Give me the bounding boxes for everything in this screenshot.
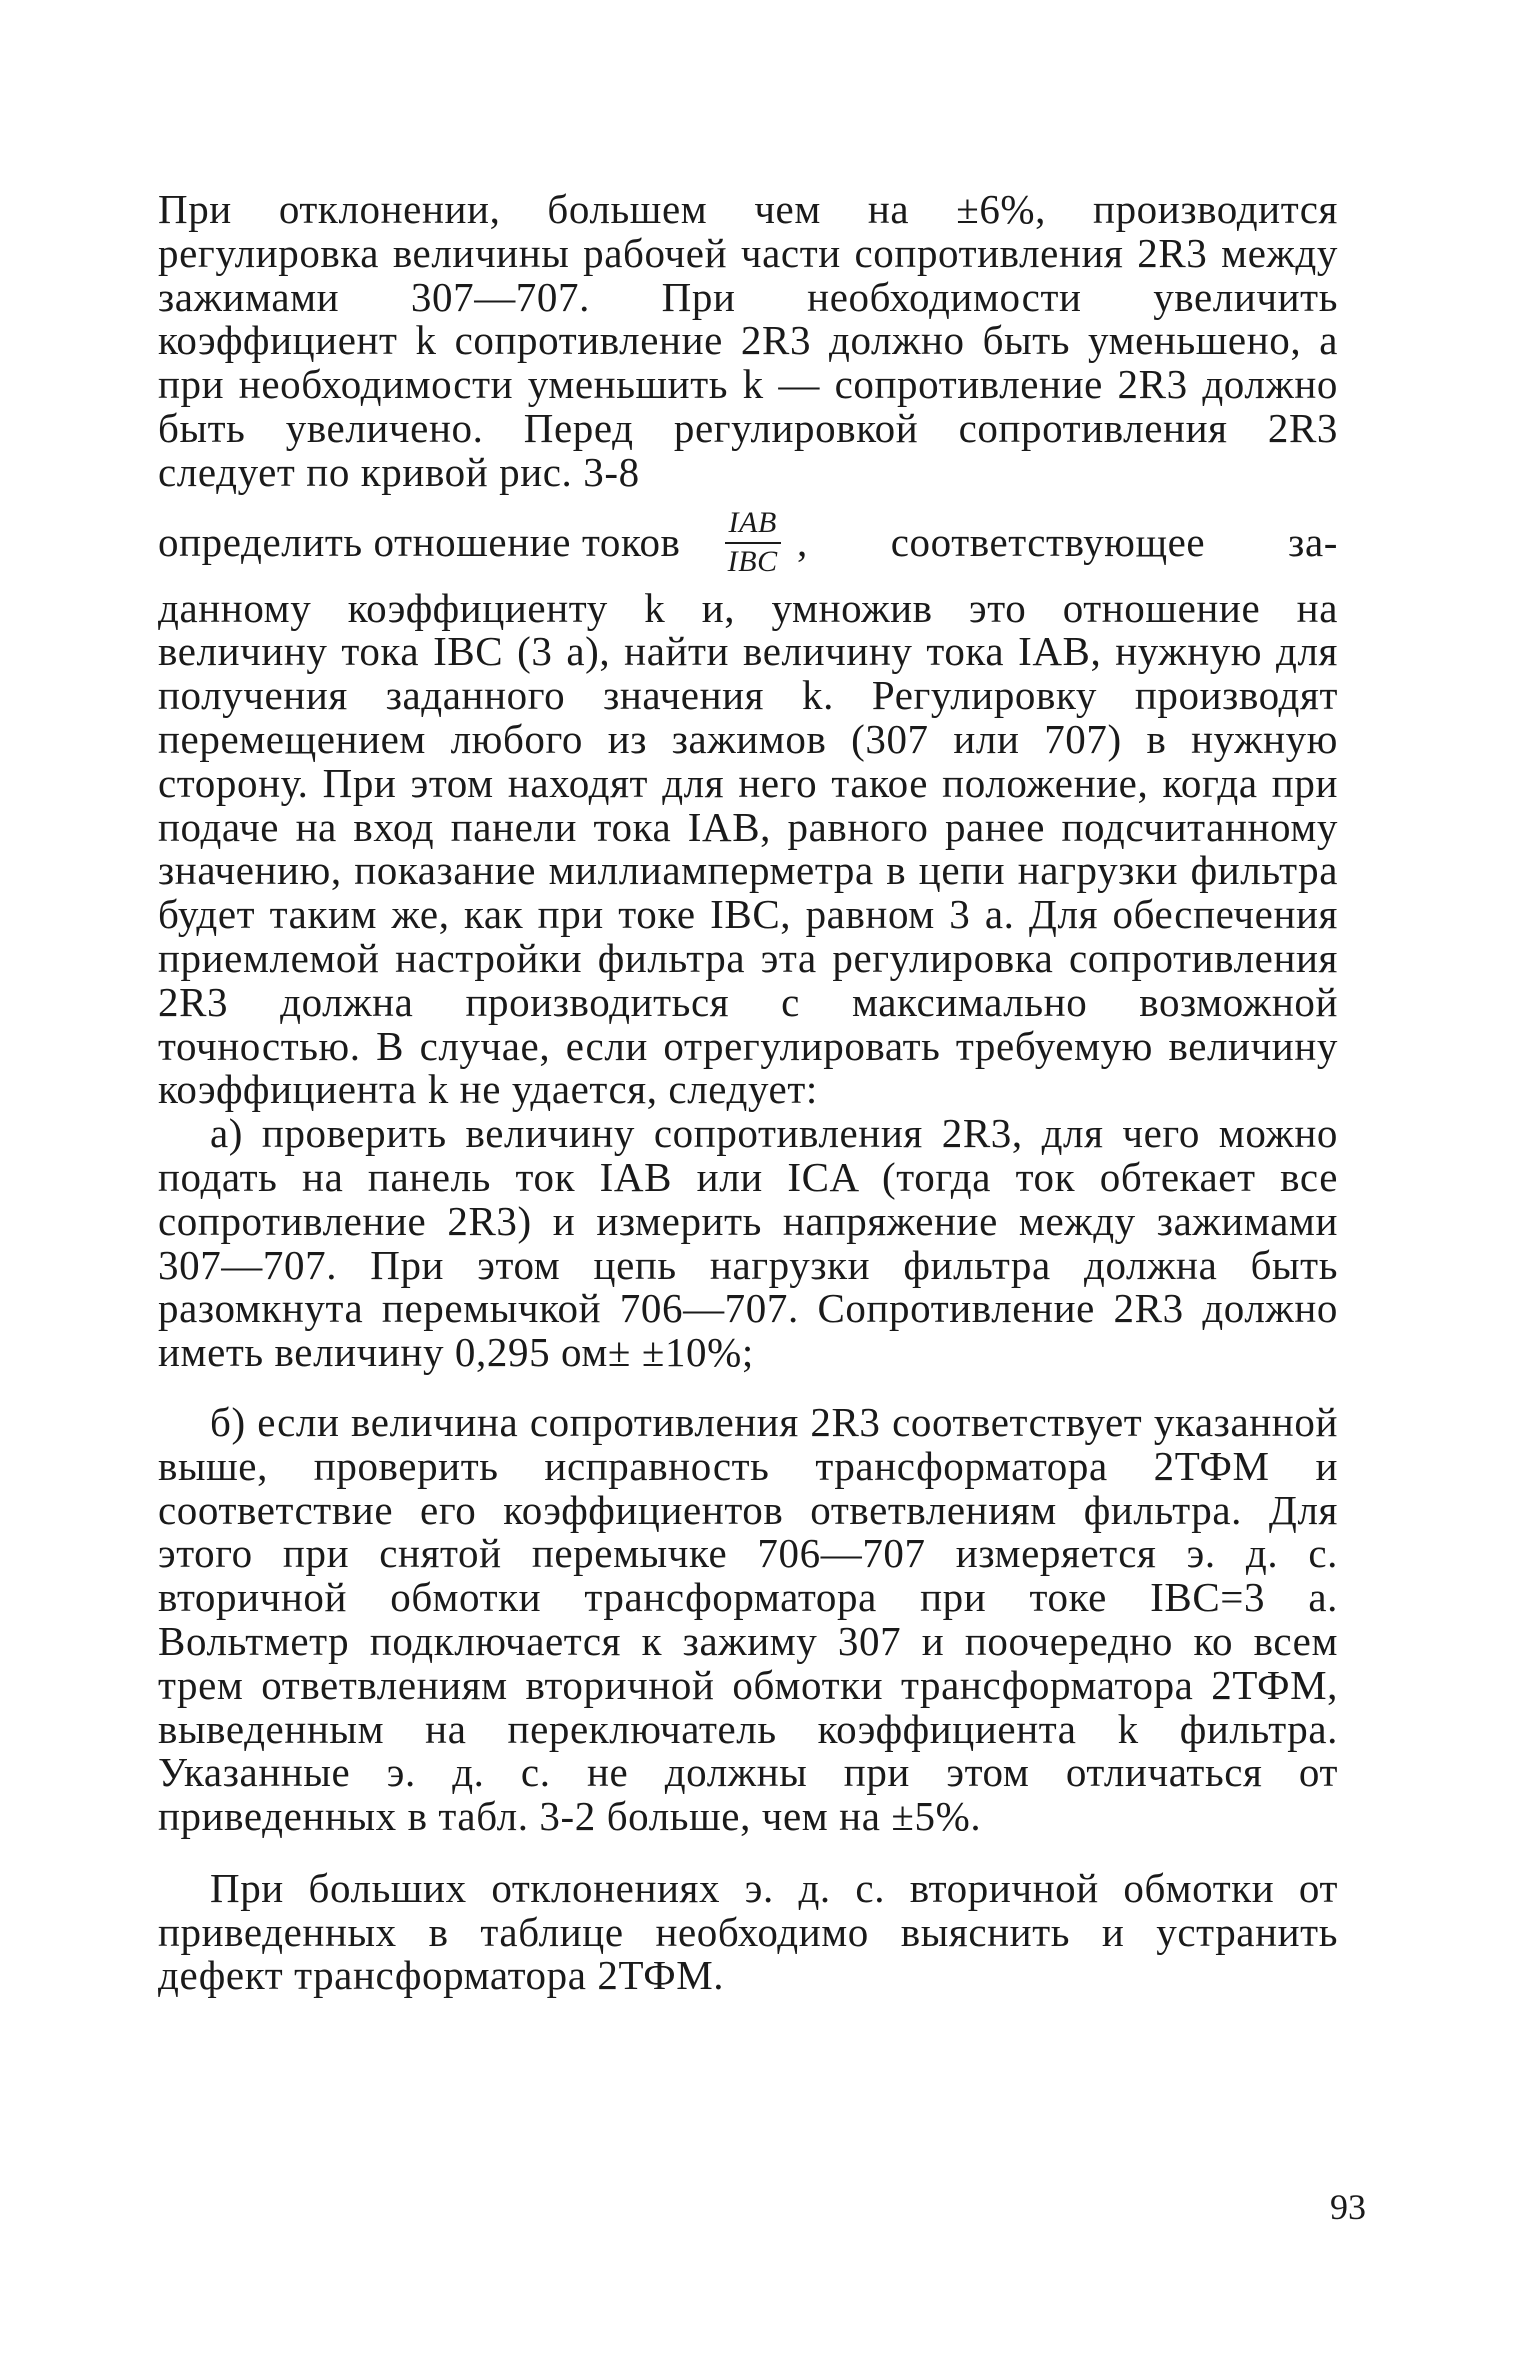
- body-text: [158, 188, 1338, 1998]
- paragraph-1-continued: данному коэффициенту k и, умножив это отношение на величину тока IBC (3 a), найти величину тока IAB, нужную для получения заданного значения k. Регулировку производят перемещением любого из зажимов (307 или 707) в нужную сторону. При этом находят для него такое положение, когда при подаче на вход панели тока IAB, равного ранее подсчитанному значению, показание миллиамперметра в цепи нагрузки фильтра будет таким же, как при токе IBC, равном 3 a. Для обеспечения приемлемой настройки фильтра эта регулировка сопротивления 2R3 должна производиться с максимально возможной точностью. В случае, если отрегулировать требуемую величину коэффициента k не удается, следует:: [158, 584, 1338, 1113]
- formula-line: [158, 499, 1338, 587]
- fraction-numerator: IAB: [725, 508, 781, 544]
- page-number: 93: [1330, 2187, 1366, 2227]
- paragraph-1: При отклонении, большем чем на ±6%, производится регулировка величины рабочей части сопротивления 2R3 между зажимами 307—707. При необходимости увеличить коэффициент k сопротивление 2R3 должно быть уменьшено, а при необходимости уменьшить k — сопротивление 2R3 должно быть увеличено. Перед регулировкой сопротивления 2R3 следует по кривой рис. 3-8: [158, 186, 1338, 495]
- paragraph-final: При больших отклонениях э. д. с. вторичной обмотки от приведенных в таблице необходимо выяснить и устранить дефект трансформатора 2ТФМ.: [158, 1864, 1338, 1999]
- current-ratio-fraction: [725, 505, 781, 578]
- fraction-denominator: IBC: [727, 544, 778, 578]
- formula-trail-text: , соответствующее за-: [796, 518, 1338, 565]
- formula-lead-text: определить отношение токов: [158, 518, 681, 565]
- list-item-b: б) если величина сопротивления 2R3 соответствует указанной выше, проверить исправность трансформатора 2ТФМ и соответствие его коэффициентов ответвлениям фильтра. Для этого при снятой перемычке 706—707 измеряется э. д. с. вторичной обмотки трансформатора при токе IBC=3 a. Вольтметр подключается к зажиму 307 и поочередно ко всем трем ответвлениям вторичной обмотки трансформатора 2ТФМ, выведенным на переключатель коэффициента k фильтра. Указанные э. д. с. не должны при этом отличаться от приведенных в табл. 3-2 больше, чем на ±5%.: [158, 1398, 1338, 1840]
- list-item-a: а) проверить величину сопротивления 2R3, для чего можно подать на панель ток IAB или ICA (тогда ток обтекает все сопротивление 2R3) и измерить напряжение между зажимами 307—707. При этом цепь нагрузки фильтра должна быть разомкнута перемычкой 706—707. Сопротивление 2R3 должно иметь величину 0,295 ом± ±10%;: [158, 1110, 1338, 1376]
